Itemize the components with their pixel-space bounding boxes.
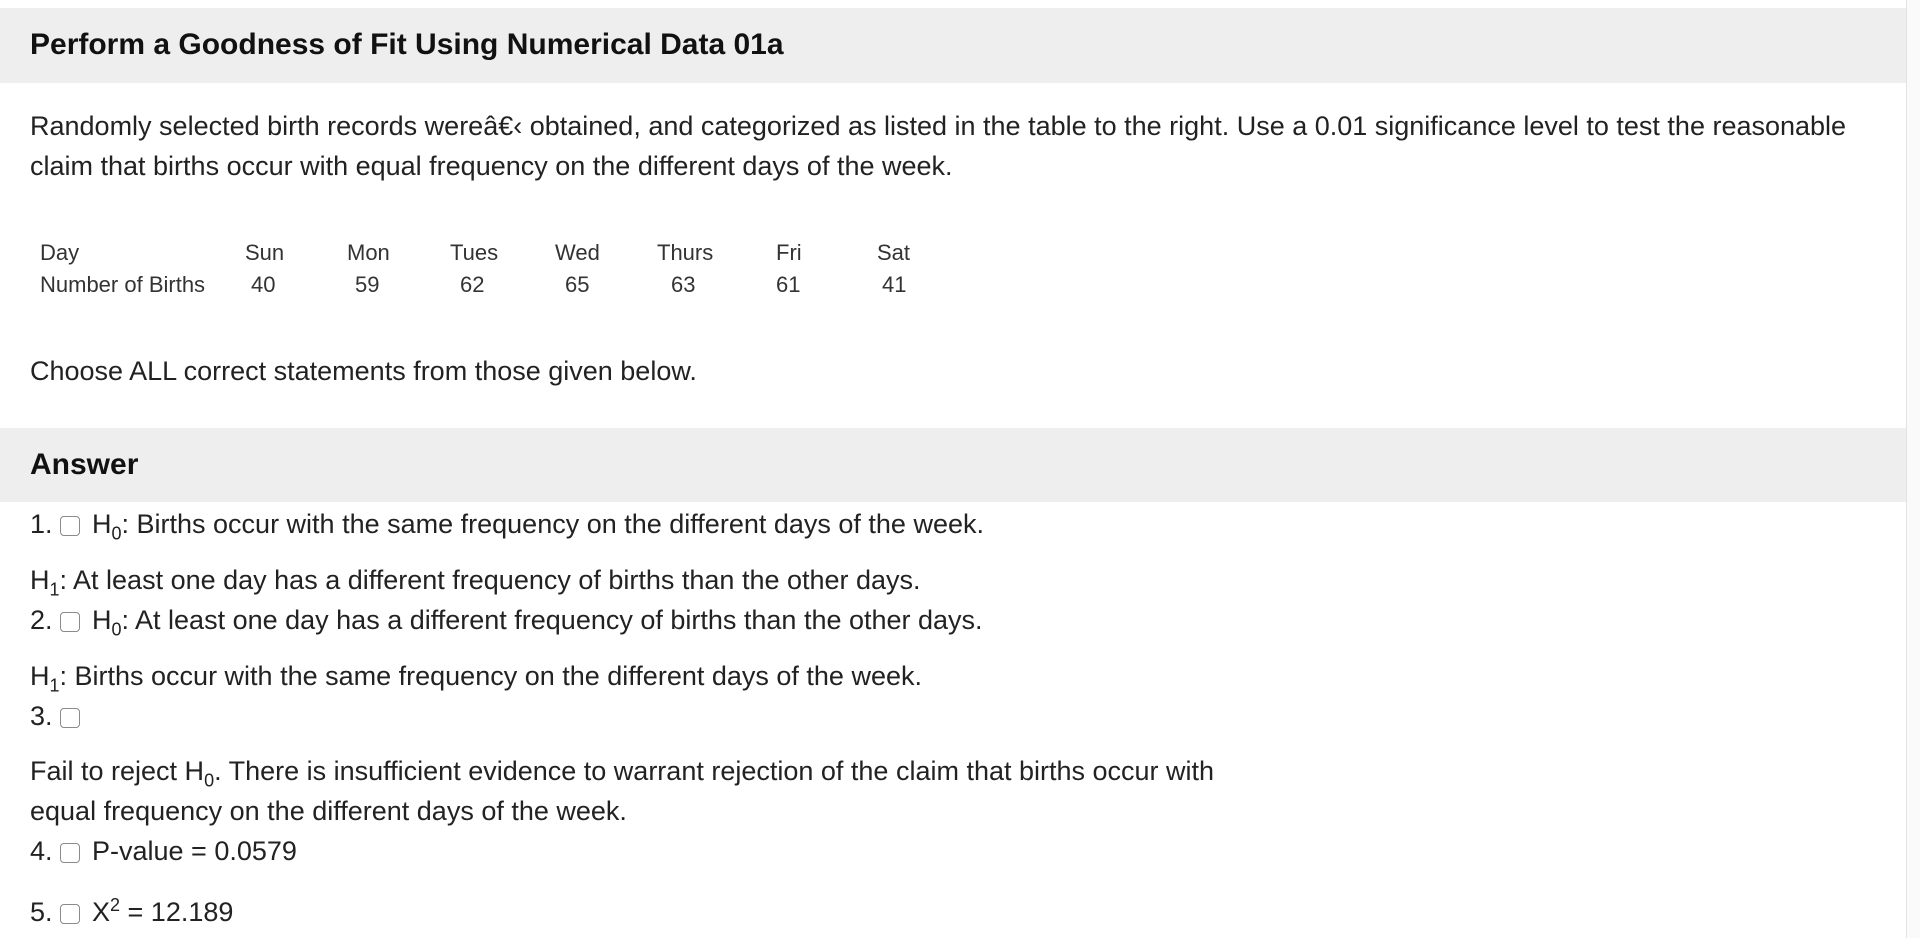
births-sun: 40 xyxy=(251,272,276,297)
option-3-text: Fail to reject $H_0$. There is insufficient evidence to warrant rejection of the claim that births occur with xyxy=(30,756,1215,791)
day-sat: Sat xyxy=(877,240,911,265)
option-2-h0-text: : At least one day has a different frequency of births than the other days. xyxy=(121,605,983,635)
day-mon: Mon xyxy=(347,240,390,265)
option-2-checkbox[interactable] xyxy=(60,612,80,632)
option-1: 1. $H_0$: Births occur with the same frequency on the different days of the week. xyxy=(30,504,984,553)
vertical-scrollbar[interactable] xyxy=(1906,0,1920,938)
option-3-text-cont: equal frequency on the different days of the week. xyxy=(30,796,627,826)
answer-title: Answer xyxy=(30,448,139,481)
day-sun: Sun xyxy=(245,240,285,265)
row-label-day: Day xyxy=(40,240,80,265)
option-5-checkbox[interactable] xyxy=(60,904,80,924)
day-thurs: Thurs xyxy=(657,240,714,265)
births-thurs: 63 xyxy=(671,272,696,297)
option-4-checkbox[interactable] xyxy=(60,843,80,863)
day-fri: Fri xyxy=(776,240,802,265)
answer-header xyxy=(0,428,1906,502)
option-number: 1. xyxy=(30,509,53,539)
option-1-h1: $H_1$: At least one day has a different frequency of births than the other days. xyxy=(30,565,921,600)
option-number: 3. xyxy=(30,701,53,731)
births-tues: 62 xyxy=(460,272,485,297)
births-sat: 41 xyxy=(882,272,907,297)
option-5-text: = 12.189 xyxy=(120,897,234,927)
option-4-text: P-value = 0.0579 xyxy=(92,836,297,866)
instructions: Choose ALL correct statements from those given below. xyxy=(30,356,697,386)
option-2-h1-text: : Births occur with the same frequency on the different days of the week. xyxy=(59,661,922,691)
option-number: 2. xyxy=(30,605,53,635)
births-wed: 65 xyxy=(565,272,590,297)
option-number: 4. xyxy=(30,836,53,866)
births-fri: 61 xyxy=(776,272,801,297)
question-header xyxy=(0,8,1906,83)
option-1-checkbox[interactable] xyxy=(60,516,80,536)
question-page xyxy=(0,8,1906,938)
option-2-h1: $H_1$: Births occur with the same frequency on the different days of the week. xyxy=(30,661,922,696)
option-3 xyxy=(30,696,92,736)
row-label-births: Number of Births xyxy=(40,272,206,297)
option-5: 5. $X^2 = 12.189$ xyxy=(30,885,233,932)
option-1-h0-text: : Births occur with the same frequency on the different days of the week. xyxy=(121,509,984,539)
option-3-checkbox[interactable] xyxy=(60,708,80,728)
day-tues: Tues xyxy=(450,240,499,265)
option-4 xyxy=(30,831,297,871)
option-1-h1-text: : At least one day has a different frequency of births than the other days. xyxy=(59,565,921,595)
option-2: 2. $H_0$: At least one day has a different frequency of births than the other days. xyxy=(30,600,983,649)
births-mon: 59 xyxy=(355,272,380,297)
option-number: 5. xyxy=(30,897,53,927)
question-prompt: Randomly selected birth records wereâ€‹ obtained, and categorized as listed in the table to the right. Use a 0.01 significance level to test the reasonable claim that births occur with equal frequency on the different days of the week. xyxy=(30,111,1847,181)
question-title: Perform a Goodness of Fit Using Numerical Data 01a xyxy=(30,28,784,61)
day-wed: Wed xyxy=(555,240,600,265)
